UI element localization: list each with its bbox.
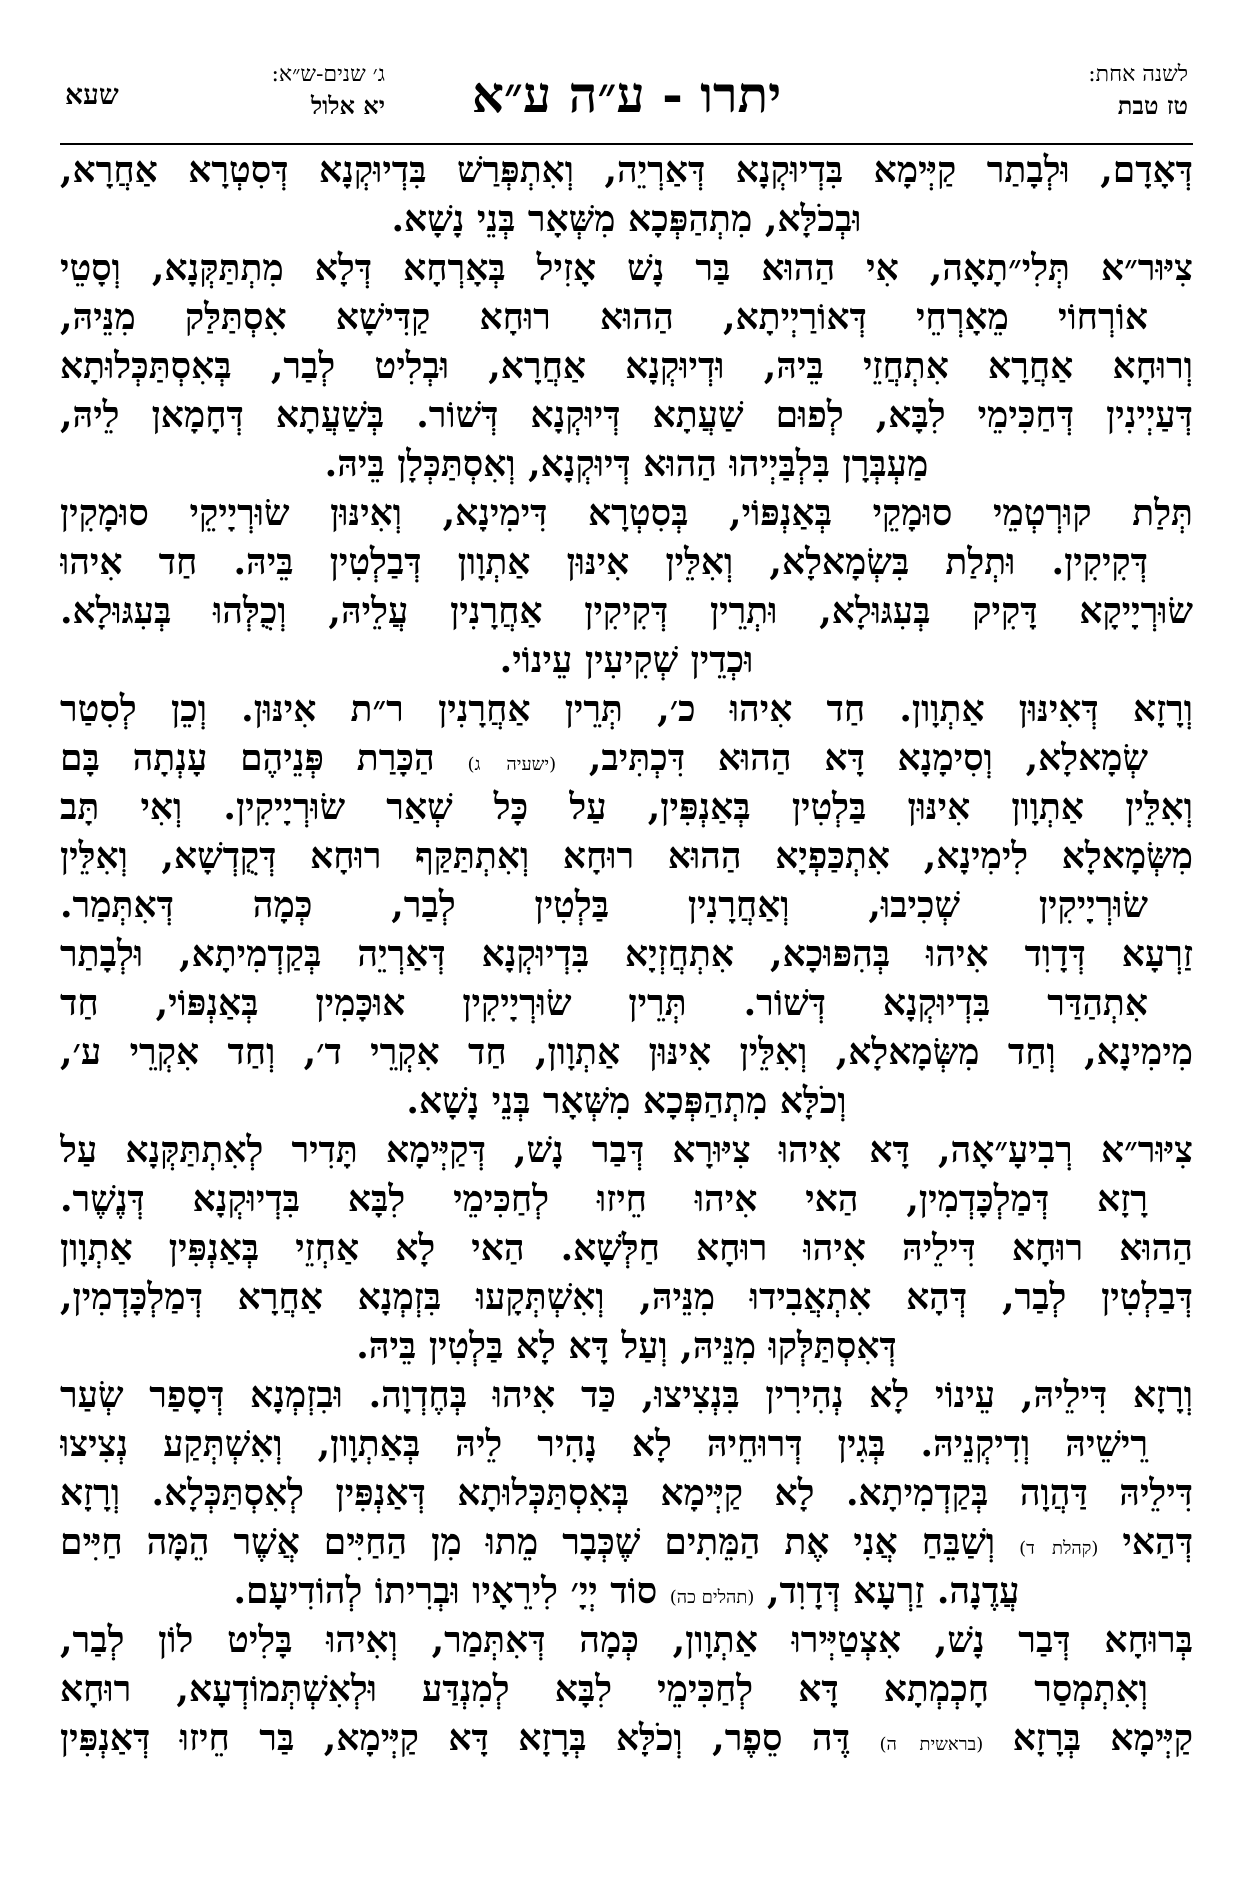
text-line: וְאִתְמְסַר חָכְמְתָא דָּא לְחַכִּימֵי לִבָּא לְמִנְדַּע וּלְאִשְׁתְּמוֹדְעָא, רוּחָא xyxy=(60,1668,1148,1710)
text-line: וּכְדֵין שְׁקִיעִין עֵינוֹי. xyxy=(499,639,754,681)
text-line: מִימִינָא, וְחַד מִשְּׂמָאלָא, וְאִלֵּין אִינּוּן אַתְוָון, חַד אִקְרֵי ד׳, וְחַד אִקְרֵי ע׳, xyxy=(60,1031,1193,1073)
text-line: רָזָא דְּמַלְכָּדְמִין, הַאי אִיהוּ חֵיזוּ לְחַכִּימֵי לִבָּא בִּדְיוּקְנָא דְּנֶשֶׁר. xyxy=(60,1178,1148,1220)
text-line: זַרְעָא דְּדָוִד אִיהוּ בְּהִפּוּכָא, אִתְחֲזְיָא בִּדְיוּקְנָא דְּאַרְיֵה בְּקַדְמִיתָא, וּלְבָתַר xyxy=(60,933,1193,975)
text-line: דִּילֵיהּ דַּהֲוָה בְּקַדְמִיתָא. לָא קַיְּימָא בְּאִסְתַּכְּלוּתָא דְּאַנְפִּין לְאִסְתַּכְּלָא. וְרָזָא xyxy=(60,1472,1193,1514)
page-number: שעא xyxy=(65,78,119,111)
text-line: דְּבַלְטִין לְבַר, דְּהָא אִתְאֲבִידוּ מִנֵּיהּ, וְאִשְׁתְּקָעוּ בִּזְמְנָא אַחֲרָא דְּמַלְכָּדְמִין, xyxy=(60,1276,1193,1318)
text-line: מַעְבְּרָן בִּלְבַּיְיהוּ הַהוּא דְּיוּקְנָא, וְאִסְתַּכְּלָן בֵּיהּ. xyxy=(324,443,929,485)
text-line: שׂוּרְיָיקִין שְׁכִיבוּ, וְאַחֲרָנִין בַּלְטִין לְבַר, כְּמָה דְּאִתְּמַר. xyxy=(60,884,1148,926)
page-title: יתרו - ע״ה ע״א xyxy=(471,65,782,124)
text-line: הַהוּא רוּחָא דִּילֵיהּ אִיהוּ רוּחָא חַלְּשָׁא. הַאי לָא אַחְזֵי בְּאַנְפִּין אַתְוָון xyxy=(60,1227,1193,1269)
text-line: דְּעַיְינִין דְּחַכִּימֵי לִבָּא, לְפוּם שַׁעֲתָא דְּיוּקְנָא דְּשׁוֹר. בְּשַׁעֲתָא דְּחָמָאן לֵיהּ, xyxy=(60,394,1193,436)
header-divider xyxy=(60,143,1193,145)
text-line: שְׂמָאלָא, וְסִימָנָא דָּא הַהוּא דִּכְתִּיב, (ישעיה ג) הַכָּרַת פְּנֵיהֶם עָנְתָה בָּם xyxy=(60,737,1149,779)
text-line: וְרָזָא דְּאִינּוּן אַתְוָון. חַד אִיהוּ כ׳, תְּרֵין אַחֲרָנִין ר״ת אִינּוּן. וְכֵן לְסִטַר xyxy=(60,688,1193,730)
text-line: דְּהַאי (קהלת ד) וְשַׁבֵּחַ אֲנִי אֶת הַמֵּתִים שֶׁכְּבָר מֵתוּ מִן הַחַיִּים אֲשֶׁר הֵמָּה חַיִּים xyxy=(60,1521,1193,1563)
schedule-one-year-date: טז טבת xyxy=(1117,91,1188,120)
text-line: עֲדֶנָה. זַרְעָא דְּדָוִד, (תהלים כה) סוֹד יְיָ׳ לִירֵאָיו וּבְרִיתוֹ לְהוֹדִיעָם. xyxy=(233,1570,1020,1612)
text-line: דְּאִסְתַּלְּקוּ מִנֵּיהּ, וְעַל דָּא לָא בַּלְטִין בֵּיהּ. xyxy=(356,1325,897,1367)
text-line: וְרוּחָא אַחֲרָא אִתְחֲזֵי בֵּיהּ, וּדְיוּקְנָא אַחֲרָא, וּבְלִיט לְבַר, בְּאִסְתַּכְּלוּתָא xyxy=(60,345,1193,387)
text-line: צִיּוּר״א רְבִיעָ״אָה, דָּא אִיהוּ צִיּוּרָא דְּבַר נָשׁ, דְּקַיְּימָא תָּדִיר לְאִתְתַּקְּנָא עַל xyxy=(60,1129,1193,1171)
text-line: צִיּוּר״א תְּלִי״תָאָה, אִי הַהוּא בַּר נָשׁ אָזִיל בְּאָרְחָא דְּלָא מִתְתַּקְּנָא, וְסָטֵי xyxy=(60,247,1193,289)
schedule-three-years xyxy=(175,60,385,122)
schedule-three-years-label: ג׳ שנים-ש״א: xyxy=(271,62,385,87)
text-line: תְּלַת קוּרְטְמֵי סוּמָקֵי בְּאַנְפּוֹי, בְּסִטְרָא דִּימִינָא, וְאִינּוּן שׂוּרְיָיקֵי סוּמָקִין xyxy=(60,492,1193,534)
text-line: אוֹרְחוֹי מֵאָרְחֵי דְּאוֹרַיְיתָא, הַהוּא רוּחָא קַדִּישָׁא אִסְתַּלַּק מִנֵּיהּ, xyxy=(60,296,1148,338)
text-line: בְּרוּחָא דְּבַר נָשׁ, אִצְטַיְּירוּ אַתְוָון, כְּמָה דְּאִתְּמַר, וְאִיהוּ בָּלִיט לוֹן לְבַר, xyxy=(60,1619,1193,1661)
schedule-one-year xyxy=(908,60,1188,122)
text-line: וּבְכֹלָּא, מִתְהַפְּכָא מִשְּׁאָר בְּנֵי נָשָׁא. xyxy=(391,198,862,240)
text-line: וְכֹלָּא מִתְהַפְּכָא מִשְּׁאָר בְּנֵי נָשָׁא. xyxy=(406,1080,847,1122)
text-body xyxy=(60,146,1193,1763)
schedule-one-year-label: לשנה אחת: xyxy=(1088,62,1188,87)
text-line: שׂוּרְיָיקָא דָּקִיק בְּעִגּוּלָא, וּתְרֵין דְּקִיקִין אַחֲרָנִין עֲלֵיהּ, וְכֻלְּהוּ בְּעִגּוּלָא. xyxy=(60,590,1193,632)
text-line: וְאִלֵּין אַתְוָון אִינּוּן בַּלְטִין בְּאַנְפִּין, עַל כָּל שְׁאַר שׂוּרְיָיקִין. וְאִי תָּב xyxy=(60,786,1193,828)
text-line: דְּאָדָם, וּלְבָתַר קַיְּימָא בִּדְיוּקְנָא דְּאַרְיֵה, וְאִתְפְּרַשׁ בִּדְיוּקְנָא דְּסִטְרָא אַחֲרָא, xyxy=(60,149,1193,191)
text-line: מִשְּׂמָאלָא לִימִינָא, אִתְכַּפְיָא הַהוּא רוּחָא וְאִתְתַּקַּף רוּחָא דְּקֻדְשָׁא, וְאִלֵּין xyxy=(60,835,1193,877)
page-header xyxy=(60,60,1193,140)
text-line: וְרָזָא דִּילֵיהּ, עֵינוֹי לָא נְהִירִין בִּנְצִיצוּ, כַּד אִיהוּ בְּחֶדְוָה. וּבִזְמְנָא דְּסָפַר שְׂעַר xyxy=(60,1374,1193,1416)
schedule-three-years-date: יא אלול xyxy=(310,91,385,120)
text-line: דְּקִיקִין. וּתְלַת בִּשְׂמָאלָא, וְאִלֵּין אִינּוּן אַתְוָון דְּבַלְטִין בֵּיהּ. חַד אִיהוּ xyxy=(60,541,1148,583)
text-line: קַיְּימָא בְּרָזָא (בראשית ה) דֶּה סֵפֶר, וְכֹלָּא בְּרָזָא דָּא קַיְּימָא, בַּר חֵיזוּ דְּאַנְפִּין xyxy=(60,1717,1193,1759)
text-line: אִתְהַדַּר בִּדְיוּקְנָא דְּשׁוֹר. תְּרֵין שׂוּרְיָיקִין אוּכָּמִין בְּאַנְפּוֹי, חַד xyxy=(60,982,1148,1024)
text-line: רֵישֵׁיהּ וְדִיקְנֵיהּ. בְּגִין דְּרוּחֵיהּ לָא נָהִיר לֵיהּ בְּאַתְוָון, וְאִשְׁתְּקַע נְצִיצוּ xyxy=(60,1423,1148,1465)
